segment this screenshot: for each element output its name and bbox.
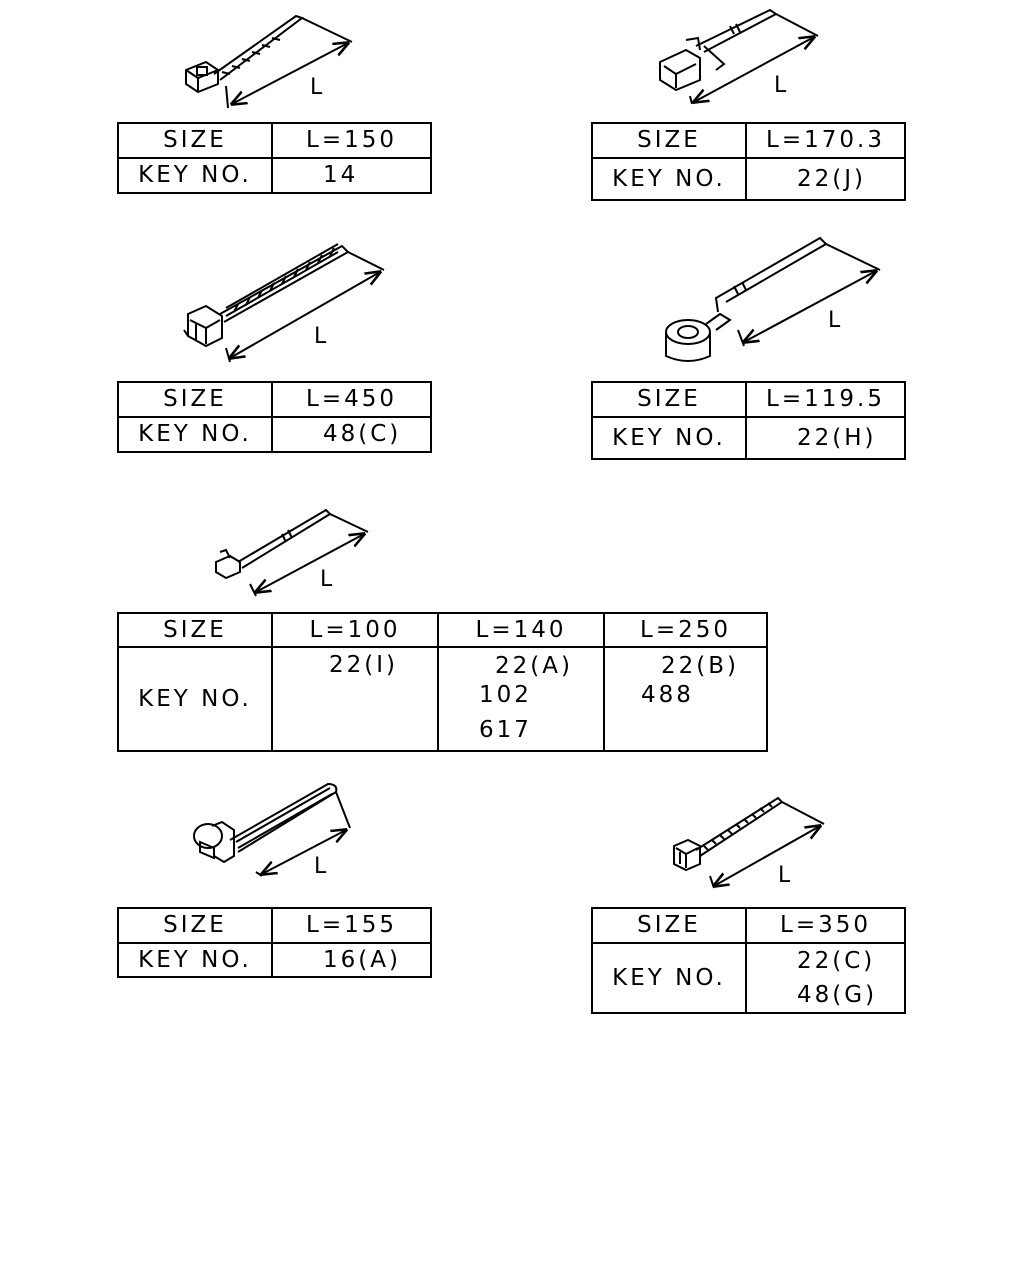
part-table-6 xyxy=(117,907,432,978)
key-value: 22(H) xyxy=(746,417,905,459)
key-label: KEY NO. xyxy=(118,647,272,751)
dim-label: L xyxy=(778,863,791,888)
key-value: 48(C) xyxy=(272,417,431,452)
key-value: 16(A) xyxy=(272,943,431,977)
size-label: SIZE xyxy=(118,123,272,158)
size-label: SIZE xyxy=(118,382,272,417)
size-label: SIZE xyxy=(592,123,746,158)
anchor-clip-cable-tie-icon xyxy=(194,784,350,876)
key-values xyxy=(272,647,438,751)
key-values xyxy=(438,647,604,751)
dim-label: L xyxy=(310,75,323,100)
size-value: L=119.5 xyxy=(746,382,905,417)
key-value: 22(A) xyxy=(495,653,573,679)
part-table-1 xyxy=(117,122,432,194)
key-value: 22(J) xyxy=(746,158,905,200)
part-table-4 xyxy=(591,381,906,460)
key-value: 14 xyxy=(272,158,431,193)
key-value: 488 xyxy=(641,682,694,708)
size-value: L=100 xyxy=(272,613,438,647)
size-value: L=140 xyxy=(438,613,604,647)
size-value: L=250 xyxy=(604,613,767,647)
long-square-head-cable-tie-icon xyxy=(674,798,824,888)
size-value: L=150 xyxy=(272,123,431,158)
square-head-cable-tie-icon xyxy=(186,16,352,108)
part-table-2 xyxy=(591,122,906,201)
size-label: SIZE xyxy=(118,613,272,647)
dim-label: L xyxy=(314,854,327,879)
size-label: SIZE xyxy=(592,908,746,943)
key-values xyxy=(604,647,767,751)
key-value: 617 xyxy=(479,717,532,743)
key-label: KEY NO. xyxy=(118,943,272,977)
key-label: KEY NO. xyxy=(118,158,272,193)
size-label: SIZE xyxy=(592,382,746,417)
key-values xyxy=(746,943,905,1013)
key-label: KEY NO. xyxy=(592,943,746,1013)
size-label: SIZE xyxy=(118,908,272,943)
part-table-5 xyxy=(117,612,768,752)
size-value: L=350 xyxy=(746,908,905,943)
part-table-7 xyxy=(591,907,906,1014)
key-label: KEY NO. xyxy=(118,417,272,452)
dim-label: L xyxy=(774,73,787,98)
key-label: KEY NO. xyxy=(592,158,746,200)
ring-mount-cable-tie-icon xyxy=(666,238,880,361)
key-value: 48(G) xyxy=(797,982,878,1008)
wide-cable-tie-icon xyxy=(184,244,384,362)
key-value: 22(C) xyxy=(797,948,876,974)
dim-label: L xyxy=(320,567,333,592)
part-table-3 xyxy=(117,381,432,453)
key-value: 102 xyxy=(479,682,532,708)
size-value: L=170.3 xyxy=(746,123,905,158)
size-value: L=155 xyxy=(272,908,431,943)
dim-label: L xyxy=(314,324,327,349)
dim-label: L xyxy=(828,308,841,333)
clip-mount-cable-tie-icon xyxy=(660,10,818,104)
key-value: 22(I) xyxy=(329,652,398,678)
size-value: L=450 xyxy=(272,382,431,417)
key-label: KEY NO. xyxy=(592,417,746,459)
key-value: 22(B) xyxy=(661,653,739,679)
slim-cable-tie-icon xyxy=(216,510,368,596)
